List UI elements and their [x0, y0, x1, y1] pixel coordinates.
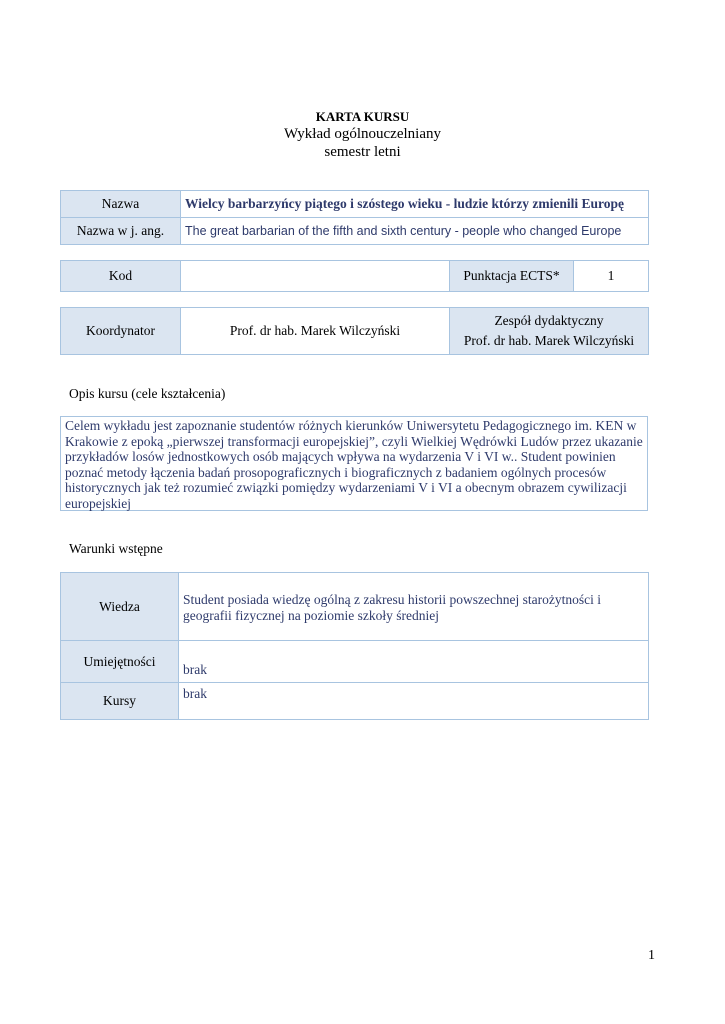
document-subtitle: Wykład ogólnouczelniany: [284, 126, 441, 142]
name-en-label: Nazwa w j. ang.: [61, 218, 181, 245]
prerequisites-heading: Warunki wstępne: [69, 541, 163, 556]
courses-value: brak: [179, 683, 649, 720]
name-value-text: Wielcy barbarzyńcy piątego i szóstego wieku - ludzie którzy zmienili Europę: [185, 196, 624, 211]
code-label: Kod: [61, 261, 181, 292]
description-box: Celem wykładu jest zapoznanie studentów różnych kierunków Uniwersytetu Pedagogicznego im. KEN w Krakowie z epoką „pierwszej transformacji europejskiej”, czyli Wielkiej Wędrówki Ludów przez ukazanie przykładów losów jednostkowych osób mających wpływa na wydarzenia V i VI w.. Student powinien poznać metody łączenia badań prosopograficznych i biograficznych z badaniem ogólnych procesów historycznych jak też rozumieć związki pomiędzy wydarzeniami V i VI a obecnym obrazem cywilizacji europejskiej: [60, 416, 648, 511]
course-name-table: [60, 190, 649, 245]
team-value: Prof. dr hab. Marek Wilczyński: [463, 333, 635, 348]
team-label: Zespół dydaktyczny: [494, 313, 604, 328]
name-en-value: The great barbarian of the fifth and sixth century - people who changed Europe: [181, 218, 649, 245]
name-label: Nazwa: [61, 191, 181, 218]
page-number: 1: [648, 948, 655, 963]
ects-label: Punktacja ECTS*: [450, 261, 574, 292]
ects-value: 1: [574, 261, 649, 292]
coordinator-value: Prof. dr hab. Marek Wilczyński: [181, 308, 450, 355]
course-code-table: [60, 260, 649, 292]
knowledge-label: Wiedza: [61, 573, 179, 641]
coordinator-label: Koordynator: [61, 308, 181, 355]
semester-label: semestr letni: [324, 144, 401, 160]
team-cell: [450, 308, 649, 355]
courses-label: Kursy: [61, 683, 179, 720]
document-title: KARTA KURSU: [315, 109, 410, 124]
code-value: [181, 261, 450, 292]
description-heading: Opis kursu (cele kształcenia): [69, 386, 226, 401]
skills-label: Umiejętności: [61, 641, 179, 683]
skills-value: brak: [179, 641, 649, 683]
coordinator-table: [60, 307, 649, 355]
knowledge-value: Student posiada wiedzę ogólną z zakresu historii powszechnej starożytności i geografii fizycznej na poziomie szkoły średniej: [179, 573, 649, 641]
prerequisites-table: [60, 572, 649, 720]
name-value: [181, 191, 649, 218]
document-header: [0, 108, 725, 161]
